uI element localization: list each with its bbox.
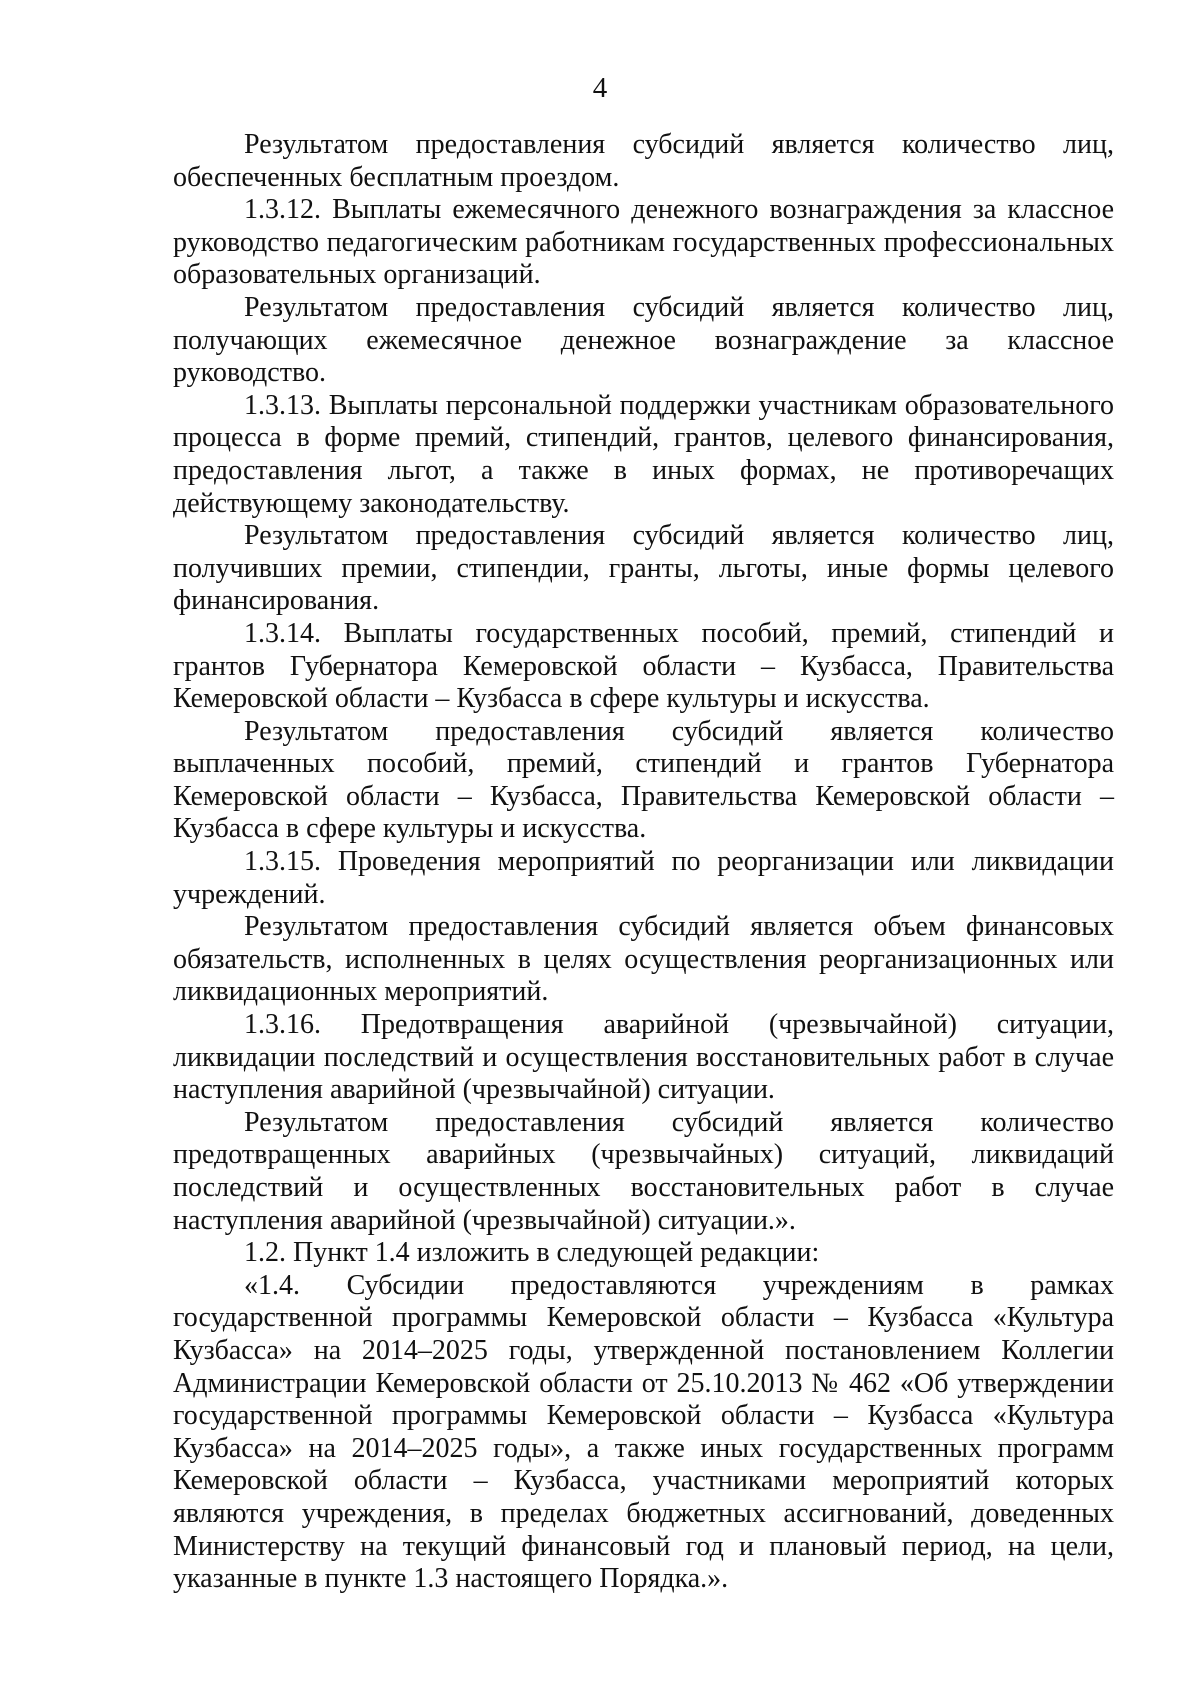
paragraph-result-grants: Результатом предоставления субсидий является количество выплаченных пособий, премий, стипендий и грантов Губернатора Кемеровской области – Кузбасса, Правительства Кемеровской области – Кузбасса в сфере культуры и искусства. xyxy=(173,715,1114,845)
paragraph-result-free-travel: Результатом предоставления субсидий является количество лиц, обеспеченных бесплатным проездом. xyxy=(173,129,1114,193)
page-number: 4 xyxy=(592,72,608,104)
paragraph-result-personal-support: Результатом предоставления субсидий является количество лиц, получивших премии, стипендии, гранты, льготы, иные формы целевого финансирования. xyxy=(173,520,1114,617)
paragraph-1-3-12: 1.3.12. Выплаты ежемесячного денежного вознаграждения за классное руководство педагогическим работникам государственных профессиональных образовательных организаций. xyxy=(173,194,1114,291)
paragraph-1-4: «1.4. Субсидии предоставляются учреждениям в рамках государственной программы Кемеровской области – Кузбасса «Культура Кузбасса» на 2014–2025 годы, утвержденной постановлением Коллегии Администрации Кемеровской области от 25.10.2013 № 462 «Об утверждении государственной программы Кемеровской области – Кузбасса «Культура Кузбасса» на 2014–2025 годы», а также иных государственных программ Кемеровской области – Кузбасса, участниками мероприятий которых являются учреждения, в пределах бюджетных ассигнований, доведенных Министерству на текущий финансовый год и плановый период, на цели, указанные в пункте 1.3 настоящего Порядка.». xyxy=(173,1269,1114,1595)
document-body xyxy=(173,129,1114,1596)
paragraph-result-reorganization: Результатом предоставления субсидий является объем финансовых обязательств, исполненных в целях осуществления реорганизационных или ликвидационных мероприятий. xyxy=(173,911,1114,1008)
paragraph-1-3-14: 1.3.14. Выплаты государственных пособий, премий, стипендий и грантов Губернатора Кемеровской области – Кузбасса, Правительства Кемеровской области – Кузбасса в сфере культуры и искусства. xyxy=(173,617,1114,715)
paragraph-result-class-guidance: Результатом предоставления субсидий является количество лиц, получающих ежемесячное денежное вознаграждение за классное руководство. xyxy=(173,291,1114,389)
paragraph-1-3-13: 1.3.13. Выплаты персональной поддержки участникам образовательного процесса в форме премий, стипендий, грантов, целевого финансирования, предоставления льгот, а также в иных формах, не противоречащих действующему законодательству. xyxy=(173,389,1114,519)
paragraph-1-3-16: 1.3.16. Предотвращения аварийной (чрезвычайной) ситуации, ликвидации последствий и осуществления восстановительных работ в случае наступления аварийной (чрезвычайной) ситуации. xyxy=(173,1009,1114,1106)
paragraph-1-3-15: 1.3.15. Проведения мероприятий по реорганизации или ликвидации учреждений. xyxy=(173,846,1114,910)
paragraph-1-2: 1.2. Пункт 1.4 изложить в следующей редакции: xyxy=(244,1237,820,1269)
paragraph-result-emergency: Результатом предоставления субсидий является количество предотвращенных аварийных (чрезвычайных) ситуаций, ликвидаций последствий и осуществленных восстановительных работ в случае наступления аварийной (чрезвычайной) ситуации.». xyxy=(173,1106,1114,1236)
